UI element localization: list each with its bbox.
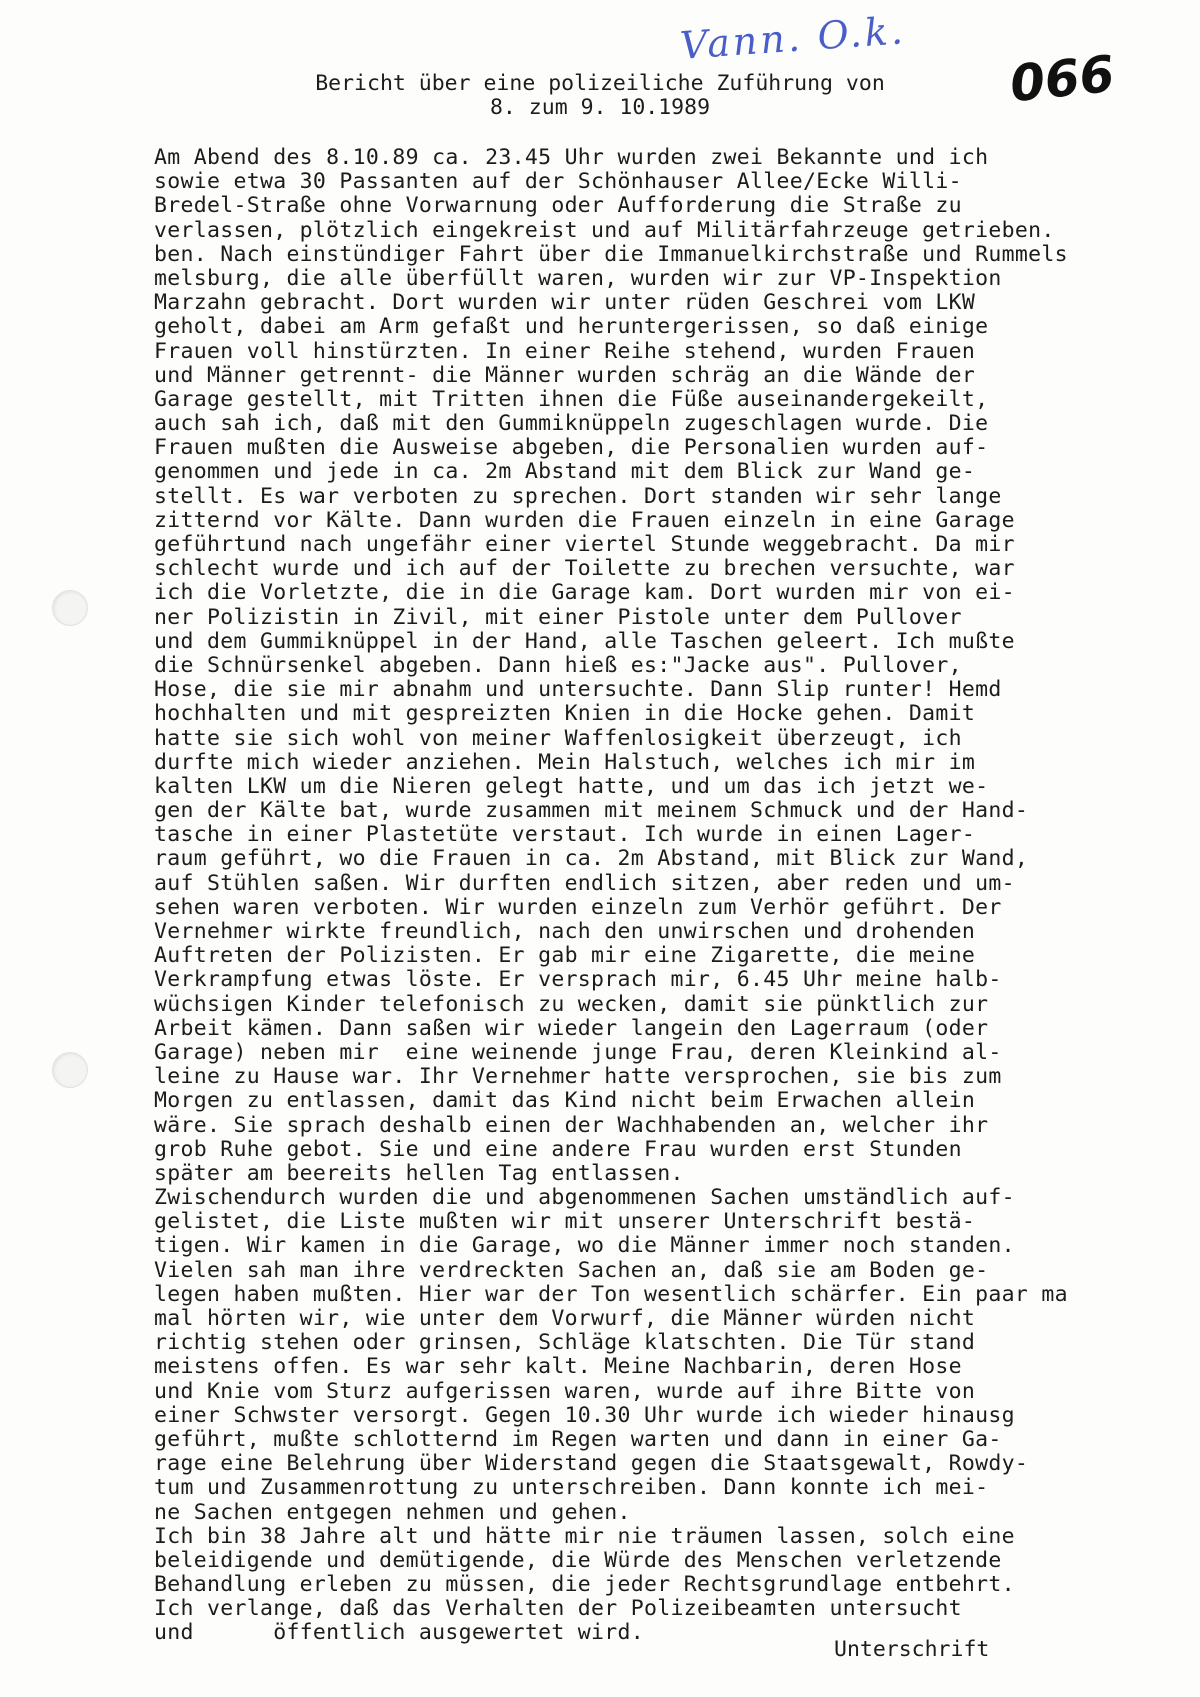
body-line: Vernehmer wirkte freundlich, nach den unwirschen und drohenden (154, 919, 976, 944)
signature-label: Unterschrift (834, 1637, 990, 1662)
body-line: mal hörten wir, wie unter dem Vorwurf, die Männer würden nicht (154, 1306, 976, 1331)
body-line: geholt, dabei am Arm gefaßt und heruntergerissen, so daß einige (154, 314, 989, 340)
body-line: schlecht wurde und ich auf der Toilette zu brechen versuchte, war (154, 556, 1015, 582)
punch-hole (52, 590, 88, 626)
body-line: gelistet, die Liste mußten wir mit unserer Unterschrift bestä- (154, 1209, 976, 1235)
body-line: Garage gestellt, mit Tritten ihnen die Füße auseinandergekeilt, (154, 386, 989, 412)
body-line: Behandlung erleben zu müssen, die jeder Rechtsgrundlage entbehrt. (154, 1572, 1015, 1598)
body-line: raum geführt, wo die Frauen in ca. 2m Abstand, mit Blick zur Wand, (154, 846, 1029, 872)
report-body (154, 146, 1164, 1646)
body-line: richtig stehen oder grinsen, Schläge klatschten. Die Tür stand (154, 1330, 976, 1356)
body-line: melsburg, die alle überfüllt waren, wurden wir zur VP-Inspektion (154, 265, 1002, 291)
body-line: rage eine Belehrung über Widerstand gegen die Staatsgewalt, Rowdy- (154, 1451, 1029, 1477)
body-line: gen der Kälte bat, wurde zusammen mit meinem Schmuck und der Hand- (154, 798, 1029, 824)
body-line: Ich verlange, daß das Verhalten der Polizeibeamten untersucht (154, 1596, 962, 1622)
punch-hole (52, 1052, 88, 1088)
title-line-2: 8. zum 9. 10.1989 (489, 95, 711, 120)
body-line: tasche in einer Plastetüte verstaut. Ich wurde in einen Lager- (154, 822, 976, 848)
body-line: meistens offen. Es war sehr kalt. Meine Nachbarin, deren Hose (154, 1354, 962, 1380)
body-line: Auftreten der Polizisten. Er gab mir eine Zigarette, die meine (154, 943, 976, 969)
body-line: grob Ruhe gebot. Sie und eine andere Frau wurden erst Stunden (154, 1136, 962, 1162)
body-line: Zwischendurch wurden die und abgenommenen Sachen umständlich auf- (154, 1185, 1015, 1211)
body-line: Marzahn gebracht. Dort wurden wir unter rüden Geschrei vom LKW (154, 290, 976, 316)
body-line: sowie etwa 30 Passanten auf der Schönhauser Allee/Ecke Willi- (154, 169, 962, 195)
body-line: hochhalten und mit gespreizten Knien in die Hocke gehen. Damit (154, 701, 976, 727)
body-line: stellt. Es war verboten zu sprechen. Dort standen wir sehr lange (154, 483, 1002, 509)
body-line: durfte mich wieder anziehen. Mein Halstuch, welches ich mir im (154, 749, 976, 775)
report-title (0, 72, 1200, 120)
body-line: kalten LKW um die Nieren gelegt hatte, und um das ich jetzt we- (154, 773, 989, 799)
page-number-mark: 066 (1007, 44, 1118, 114)
body-line: die Schnürsenkel abgeben. Dann hieß es:"Jacke aus". Pullover, (154, 652, 962, 678)
body-line: ner Polizistin in Zivil, mit einer Pistole unter dem Pullover (154, 604, 962, 630)
body-line: legen haben mußten. Hier war der Ton wesentlich schärfer. Ein paar ma (154, 1281, 1068, 1307)
body-line: Garage) neben mir eine weinende junge Frau, deren Kleinkind al- (154, 1039, 1002, 1065)
title-line-1: Bericht über eine polizeiliche Zuführung von (315, 71, 885, 96)
body-line: Arbeit kämen. Dann saßen wir wieder langein den Lagerraum (oder (154, 1015, 989, 1041)
body-line: ich die Vorletzte, die in die Garage kam. Dort wurden mir von ei- (154, 580, 1015, 606)
body-line: Vielen sah man ihre verdreckten Sachen an, daß sie am Boden ge- (154, 1257, 989, 1283)
body-line: auf Stühlen saßen. Wir durften endlich sitzen, aber reden und um- (154, 870, 1015, 896)
body-line: tum und Zusammenrottung zu unterschreiben. Dann konnte ich mei- (154, 1475, 989, 1501)
body-line: Hose, die sie mir abnahm und untersuchte. Dann Slip runter! Hemd (154, 677, 1002, 703)
body-line: hatte sie sich wohl von meiner Waffenlosigkeit überzeugt, ich (154, 725, 962, 751)
body-line: genommen und jede in ca. 2m Abstand mit dem Blick zur Wand ge- (154, 459, 976, 485)
body-line: und Knie vom Sturz aufgerissen waren, wurde auf ihre Bitte von (154, 1378, 976, 1404)
body-line: wüchsigen Kinder telefonisch zu wecken, damit sie pünktlich zur (154, 991, 989, 1017)
body-line: und öffentlich ausgewertet wird. (154, 1620, 645, 1646)
handwritten-note: Vann. O.k. (678, 8, 908, 68)
body-line: sehen waren verboten. Wir wurden einzeln zum Verhör geführt. Der (154, 894, 1002, 920)
body-line: verlassen, plötzlich eingekreist und auf Militärfahrzeuge getrieben. (154, 217, 1055, 243)
body-line: und Männer getrennt- die Männer wurden schräg an die Wände der (154, 362, 976, 388)
body-line: ben. Nach einstündiger Fahrt über die Immanuelkirchstraße und Rummels (154, 241, 1068, 267)
body-line: auch sah ich, daß mit den Gummiknüppeln zugeschlagen wurde. Die (154, 411, 989, 437)
body-line: beleidigende und demütigende, die Würde des Menschen verletzende (154, 1547, 1002, 1573)
body-line: einer Schwster versorgt. Gegen 10.30 Uhr wurde ich wieder hinausg (154, 1402, 1015, 1428)
body-line: tigen. Wir kamen in die Garage, wo die Männer immer noch standen. (154, 1233, 1015, 1259)
body-line: wäre. Sie sprach deshalb einen der Wachhabenden an, welcher ihr (154, 1112, 989, 1138)
body-line: geführt, mußte schlotternd im Regen warten und dann in einer Ga- (154, 1426, 1002, 1452)
body-line: Am Abend des 8.10.89 ca. 23.45 Uhr wurden zwei Bekannte und ich (154, 145, 989, 170)
body-line: zitternd vor Kälte. Dann wurden die Frauen einzeln in eine Garage (154, 507, 1015, 533)
body-line: und dem Gummiknüppel in der Hand, alle Taschen geleert. Ich mußte (154, 628, 1015, 654)
body-line: leine zu Hause war. Ihr Vernehmer hatte versprochen, sie bis zum (154, 1064, 1002, 1090)
body-line: geführtund nach ungefähr einer viertel Stunde weggebracht. Da mir (154, 532, 1015, 557)
body-line: Morgen zu entlassen, damit das Kind nicht beim Erwachen allein (154, 1088, 976, 1114)
body-line: später am beereits hellen Tag entlassen. (154, 1160, 684, 1186)
body-line: ne Sachen entgegen nehmen und gehen. (154, 1499, 631, 1525)
body-line: Frauen voll hinstürzten. In einer Reihe stehend, wurden Frauen (154, 338, 976, 364)
body-line: Frauen mußten die Ausweise abgeben, die Personalien wurden auf- (154, 435, 989, 461)
body-line: Bredel-Straße ohne Vorwarnung oder Aufforderung die Straße zu (154, 193, 962, 219)
body-line: Verkrampfung etwas löste. Er versprach mir, 6.45 Uhr meine halb- (154, 967, 1002, 993)
body-line: Ich bin 38 Jahre alt und hätte mir nie träumen lassen, solch eine (154, 1523, 1015, 1549)
